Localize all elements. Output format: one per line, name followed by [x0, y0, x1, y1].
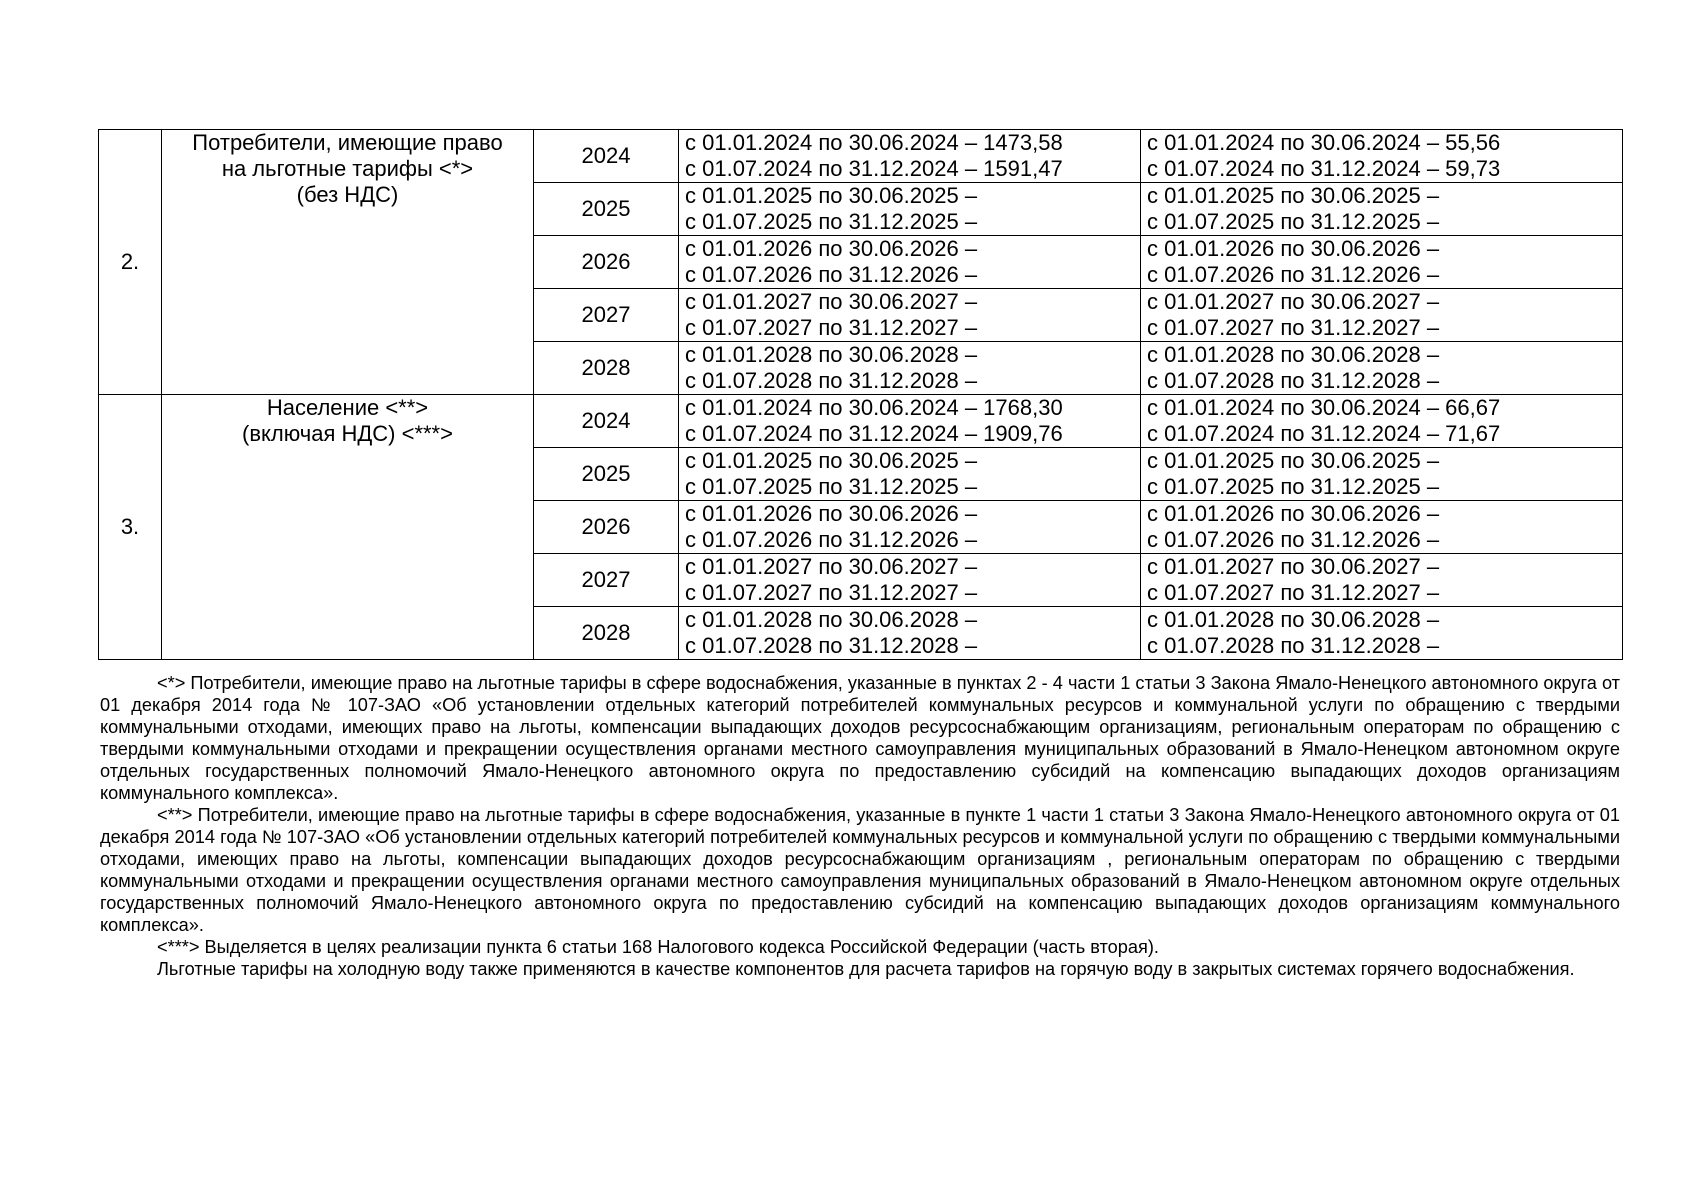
- year-cell: 2026: [534, 501, 679, 554]
- tariff-period-line: с 01.07.2027 по 31.12.2027 –: [685, 315, 978, 340]
- tariff-period-line: с 01.01.2028 по 30.06.2028 –: [1147, 607, 1440, 632]
- tariff-period-line: с 01.01.2027 по 30.06.2027 –: [685, 289, 978, 314]
- row-number: 2.: [99, 130, 162, 395]
- tariff-period-line: с 01.01.2024 по 30.06.2024 – 1473,58: [685, 130, 1063, 155]
- tariff-period-line: с 01.01.2028 по 30.06.2028 –: [685, 342, 978, 367]
- tariff-periods-cell: [679, 342, 1141, 395]
- tariff-period-line: с 01.07.2028 по 31.12.2028 –: [1147, 368, 1440, 393]
- tariff-period-line: с 01.07.2026 по 31.12.2026 –: [1147, 262, 1440, 287]
- tariff-period-line: с 01.07.2024 по 31.12.2024 – 1909,76: [685, 421, 1063, 446]
- consumer-category: [162, 130, 534, 395]
- tariff-period-line: с 01.01.2026 по 30.06.2026 –: [1147, 501, 1440, 526]
- tariff-period-line: с 01.07.2026 по 31.12.2026 –: [685, 527, 978, 552]
- tariff-period-line: с 01.07.2024 по 31.12.2024 – 59,73: [1147, 156, 1501, 181]
- tariff-period-line: с 01.07.2025 по 31.12.2025 –: [685, 474, 978, 499]
- footnote-3: <***> Выделяется в целях реализации пункта 6 статьи 168 Налогового кодекса Российской Федерации (часть вторая).: [157, 937, 1159, 957]
- tariff-period-line: с 01.07.2026 по 31.12.2026 –: [685, 262, 978, 287]
- tariff-periods-cell: [1141, 448, 1623, 501]
- year-cell: 2028: [534, 342, 679, 395]
- tariff-period-line: с 01.01.2026 по 30.06.2026 –: [685, 501, 978, 526]
- category-line: (включая НДС) <***>: [242, 421, 453, 446]
- footnotes: [100, 672, 1620, 980]
- tariff-period-line: с 01.01.2025 по 30.06.2025 –: [1147, 183, 1440, 208]
- tariff-periods-cell: [1141, 342, 1623, 395]
- footnote-2: <**> Потребители, имеющие право на льготные тарифы в сфере водоснабжения, указанные в пункте 1 части 1 статьи 3 Закона Ямало-Ненецкого автономного округа от 01 декабря 2014 года № 107-ЗАО «Об установлении отдельных категорий потребителей коммунальных ресурсов и коммунальной услуги по обращению с твердыми коммунальными отходами, имеющих право на льготы, компенсации выпадающих доходов ресурсоснабжающим организациям , региональным операторам по обращению с твердыми коммунальными отходами и прекращении осуществления органами местного самоуправления муниципальных образований в Ямало-Ненецком автономном округе отдельных государственных полномочий Ямало-Ненецкого автономного округа по предоставлению субсидий на компенсацию выпадающих доходов организациям коммунального комплекса».: [100, 805, 1620, 935]
- tariff-period-line: с 01.01.2024 по 30.06.2024 – 66,67: [1147, 395, 1501, 420]
- tariff-periods-cell: [1141, 183, 1623, 236]
- tariff-periods-cell: [1141, 395, 1623, 448]
- tariff-period-line: с 01.01.2028 по 30.06.2028 –: [1147, 342, 1440, 367]
- tariff-periods-cell: [1141, 501, 1623, 554]
- year-cell: 2026: [534, 236, 679, 289]
- tariff-period-line: с 01.07.2027 по 31.12.2027 –: [685, 580, 978, 605]
- tariff-period-line: с 01.07.2028 по 31.12.2028 –: [685, 368, 978, 393]
- tariff-period-line: с 01.07.2025 по 31.12.2025 –: [1147, 209, 1440, 234]
- category-line: на льготные тарифы <*>: [221, 156, 474, 181]
- tariff-period-line: с 01.01.2024 по 30.06.2024 – 55,56: [1147, 130, 1501, 155]
- tariff-period-line: с 01.01.2027 по 30.06.2027 –: [1147, 554, 1440, 579]
- year-cell: 2024: [534, 395, 679, 448]
- row-number: 3.: [99, 395, 162, 660]
- category-line: Потребители, имеющие право: [192, 130, 503, 155]
- tariff-period-line: с 01.01.2026 по 30.06.2026 –: [1147, 236, 1440, 261]
- tariff-periods-cell: [679, 183, 1141, 236]
- tariff-period-line: с 01.01.2027 по 30.06.2027 –: [685, 554, 978, 579]
- tariff-period-line: с 01.07.2026 по 31.12.2026 –: [1147, 527, 1440, 552]
- tariff-periods-cell: [1141, 554, 1623, 607]
- tariff-period-line: с 01.07.2028 по 31.12.2028 –: [1147, 633, 1440, 658]
- tariff-period-line: с 01.07.2025 по 31.12.2025 –: [685, 209, 978, 234]
- tariff-period-line: с 01.01.2026 по 30.06.2026 –: [685, 236, 978, 261]
- category-line: Население <**>: [266, 395, 429, 420]
- tariff-periods-cell: [679, 289, 1141, 342]
- note-hot-water: Льготные тарифы на холодную воду также применяются в качестве компонентов для расчета тарифов на горячую воду в закрытых системах горячего водоснабжения.: [157, 959, 1575, 979]
- tariff-periods-cell: [679, 554, 1141, 607]
- tariff-periods-cell: [679, 448, 1141, 501]
- tariff-period-line: с 01.01.2025 по 30.06.2025 –: [685, 448, 978, 473]
- tariff-periods-cell: [1141, 289, 1623, 342]
- tariff-periods-cell: [1141, 236, 1623, 289]
- table-row: [99, 395, 1623, 448]
- category-line: (без НДС): [296, 182, 399, 207]
- tariff-periods-cell: [679, 607, 1141, 660]
- tariff-periods-cell: [679, 236, 1141, 289]
- tariff-period-line: с 01.07.2025 по 31.12.2025 –: [1147, 474, 1440, 499]
- tariff-period-line: с 01.07.2024 по 31.12.2024 – 1591,47: [685, 156, 1063, 181]
- consumer-category: [162, 395, 534, 660]
- tariff-period-line: с 01.07.2027 по 31.12.2027 –: [1147, 580, 1440, 605]
- year-cell: 2025: [534, 448, 679, 501]
- tariff-period-line: с 01.01.2027 по 30.06.2027 –: [1147, 289, 1440, 314]
- table-row: [99, 130, 1623, 183]
- tariff-periods-cell: [679, 130, 1141, 183]
- year-cell: 2027: [534, 289, 679, 342]
- year-cell: 2027: [534, 554, 679, 607]
- tariff-period-line: с 01.01.2024 по 30.06.2024 – 1768,30: [685, 395, 1063, 420]
- year-cell: 2028: [534, 607, 679, 660]
- tariff-table: [98, 129, 1623, 660]
- footnote-1: <*> Потребители, имеющие право на льготные тарифы в сфере водоснабжения, указанные в пунктах 2 - 4 части 1 статьи 3 Закона Ямало-Ненецкого автономного округа от 01 декабря 2014 года № 107-ЗАО «Об установлении отдельных категорий потребителей коммунальных ресурсов и коммунальной услуги по обращению с твердыми коммунальными отходами, имеющих право на льготы, компенсации выпадающих доходов ресурсоснабжающим организациям, региональным операторам по обращению с твердыми коммунальными отходами и прекращении осуществления органами местного самоуправления муниципальных образований в Ямало-Ненецком автономном округе отдельных государственных полномочий Ямало-Ненецкого автономного округа по предоставлению субсидий на компенсацию выпадающих доходов организациям коммунального комплекса».: [100, 673, 1620, 803]
- year-cell: 2024: [534, 130, 679, 183]
- tariff-periods-cell: [1141, 130, 1623, 183]
- tariff-periods-cell: [679, 501, 1141, 554]
- tariff-periods-cell: [1141, 607, 1623, 660]
- tariff-period-line: с 01.01.2025 по 30.06.2025 –: [1147, 448, 1440, 473]
- tariff-periods-cell: [679, 395, 1141, 448]
- tariff-period-line: с 01.07.2027 по 31.12.2027 –: [1147, 315, 1440, 340]
- tariff-period-line: с 01.07.2028 по 31.12.2028 –: [685, 633, 978, 658]
- year-cell: 2025: [534, 183, 679, 236]
- tariff-period-line: с 01.07.2024 по 31.12.2024 – 71,67: [1147, 421, 1501, 446]
- tariff-period-line: с 01.01.2028 по 30.06.2028 –: [685, 607, 978, 632]
- tariff-period-line: с 01.01.2025 по 30.06.2025 –: [685, 183, 978, 208]
